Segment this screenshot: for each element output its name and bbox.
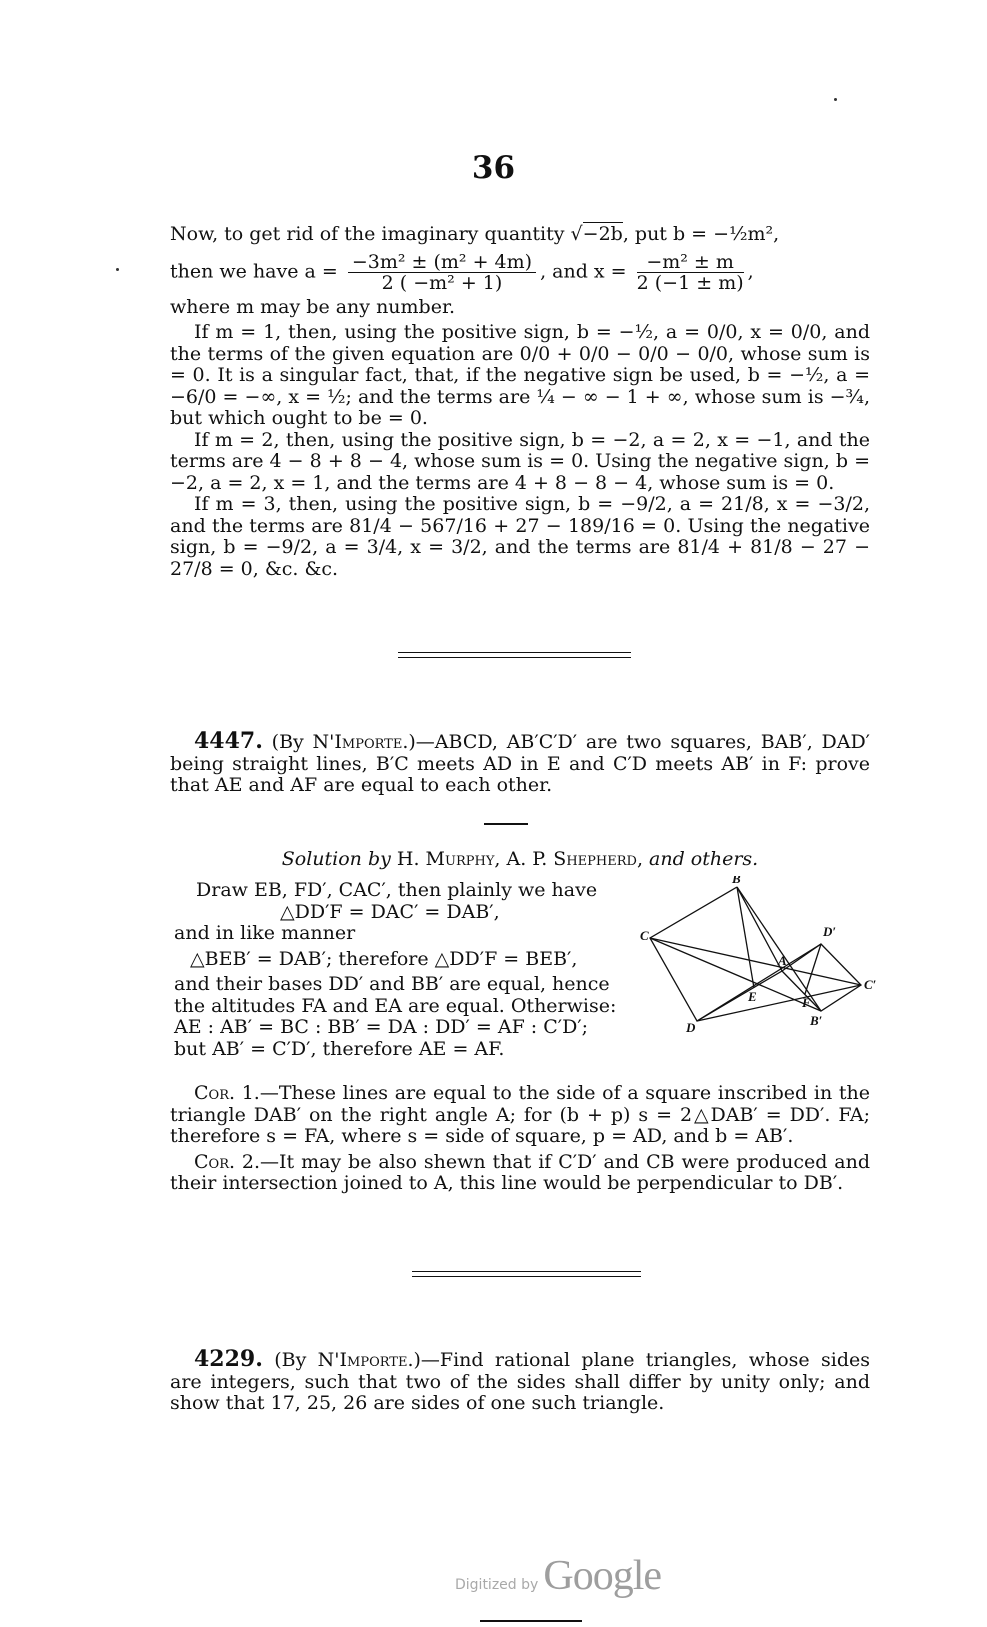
question-4229: 4229. (By N'Importe.)—Find rational plane triangles, whose sides are integers, such that two of the sides shall differ by unity only; and show that 17, 25, 26 are sides of one such triangle. (170, 1346, 870, 1414)
question-number: 4447. (194, 728, 263, 754)
section-divider (398, 652, 631, 658)
geometry-figure (640, 876, 880, 1046)
sqrt-symbol: √ (570, 223, 583, 245)
fraction-x: $\frac{\text{−m² ± m}}{2 (-1 \pm m)}$ (636, 250, 744, 294)
scan-speck (834, 98, 837, 101)
question-4447: 4447. (By N'Importe.)—ABCD, AB′C′D′ are two squares, BAB′, DAD′ being straight lines, B′C meets AD in E and C′D meets AB′ in F: prove that AE and AF are equal to each other. (170, 728, 870, 796)
page-number: 36 (471, 150, 516, 186)
label-E: E (748, 989, 757, 1004)
continuation-block (170, 224, 870, 580)
label-B: B (732, 876, 741, 886)
label-A: A (778, 953, 787, 968)
question-text: ABCD, AB′C′D′ are two squares, BAB′, DAD′ being straight lines, B′C meets AD in E and C′D meets AB′ in F: prove that AE and AF are equal to each other. (170, 731, 870, 796)
math-line-2: then we have a = $\frac{\text{−3m² ± (m² + 4m)}}{\text{2 ( −m² + 1)}}$ , and x = $\frac{\text{−m² ± m}}{2 (-1 \pm m)}$ , (170, 250, 754, 294)
label-C: C (640, 928, 649, 943)
label-D: D (686, 1020, 696, 1035)
solution-heading: Solution by H. Murphy, A. P. Shepherd, and others. (281, 848, 759, 870)
corollary-2: Cor. 2.—It may be also shewn that if C′D′ and CB were produced and their intersection joined to A, this line would be perpendicular to DB′. (170, 1150, 870, 1194)
scan-speck (116, 268, 119, 271)
paragraph-m2: If m = 2, then, using the positive sign, b = −2, a = 2, x = −1, and the terms are 4 − 8 + 8 − 4, whose sum is = 0. Using the negative sign, b = −2, a = 2, x = 1, and the terms are 4 + 8 − 8 − 4, whose sum is = 0. (170, 428, 870, 494)
short-divider (484, 823, 528, 825)
math-line-1: Now, to get rid of the imaginary quantity √−2b, put b = −½m², (170, 223, 780, 245)
question-number: 4229. (194, 1346, 263, 1372)
label-B-prime: B′ (810, 1013, 823, 1028)
sqrt-argument: −2b (582, 223, 623, 245)
solution-text: Draw EB, FD′, CAC′, then plainly we have △DD′F = DAC′ = DAB′, and in like manner △BEB′ = DAB′; therefore △DD′F = BEB′, and their bases DD′ and BB′ are equal, hence the altitudes FA and EA are equal. Otherwise: AE : AB′ = BC : BB′ = DA : DD′ = AF : C′D′; but AB′ = C′D′, therefore AE = AF. (174, 879, 617, 1060)
math-line-3: where m may be any number. (170, 295, 455, 318)
question-text: Find rational plane triangles, whose sides are integers, such that two of the sides shall differ by unity only; and show that 17, 25, 26 are sides of one such triangle. (170, 1349, 870, 1414)
google-logo: Google (543, 1553, 662, 1599)
corollary-1: Cor. 1.—These lines are equal to the side of a square inscribed in the triangle DAB′ on the right angle A; for (b + p) s = 2△DAB′ = DD′. FA; therefore s = FA, where s = side of square, p = AD, and b = AB′. (170, 1082, 870, 1147)
bottom-rule (480, 1620, 582, 1622)
google-watermark: Digitized by Google (455, 1553, 662, 1599)
label-F: F (802, 995, 811, 1010)
label-D-prime: D′ (823, 924, 837, 939)
paragraph-m3: If m = 3, then, using the positive sign, b = −9/2, a = 21/8, x = −3/2, and the terms are 81/4 − 567/16 + 27 − 189/16 = 0. Using the negative sign, b = −9/2, a = 3/4, x = 3/2, and the terms are 81/4 + 81/8 − 27 − 27/8 = 0, &c. &c. (170, 493, 870, 580)
author-name: Importe (339, 1349, 408, 1371)
author-name: Importe (334, 731, 403, 753)
solvers: H. Murphy, A. P. Shepherd, (396, 848, 643, 870)
paragraph-m1: If m = 1, then, using the positive sign, b = −½, a = 0/0, x = 0/0, and the terms of the given equation are 0/0 + 0/0 − 0/0 − 0/0, whose sum is = 0. It is a singular fact, that, if the negative sign be used, b = −½, a = −6/0 = −∞, x = ½; and the terms are ¼ − ∞ − 1 + ∞, whose sum is −¾, but which ought to be = 0. (170, 321, 870, 429)
section-divider (412, 1271, 641, 1277)
label-C-prime: C′ (864, 977, 877, 992)
corollaries (170, 1083, 870, 1195)
fraction-a: $\frac{\text{−3m² ± (m² + 4m)}}{\text{2 ( −m² + 1)}}$ (348, 252, 536, 293)
